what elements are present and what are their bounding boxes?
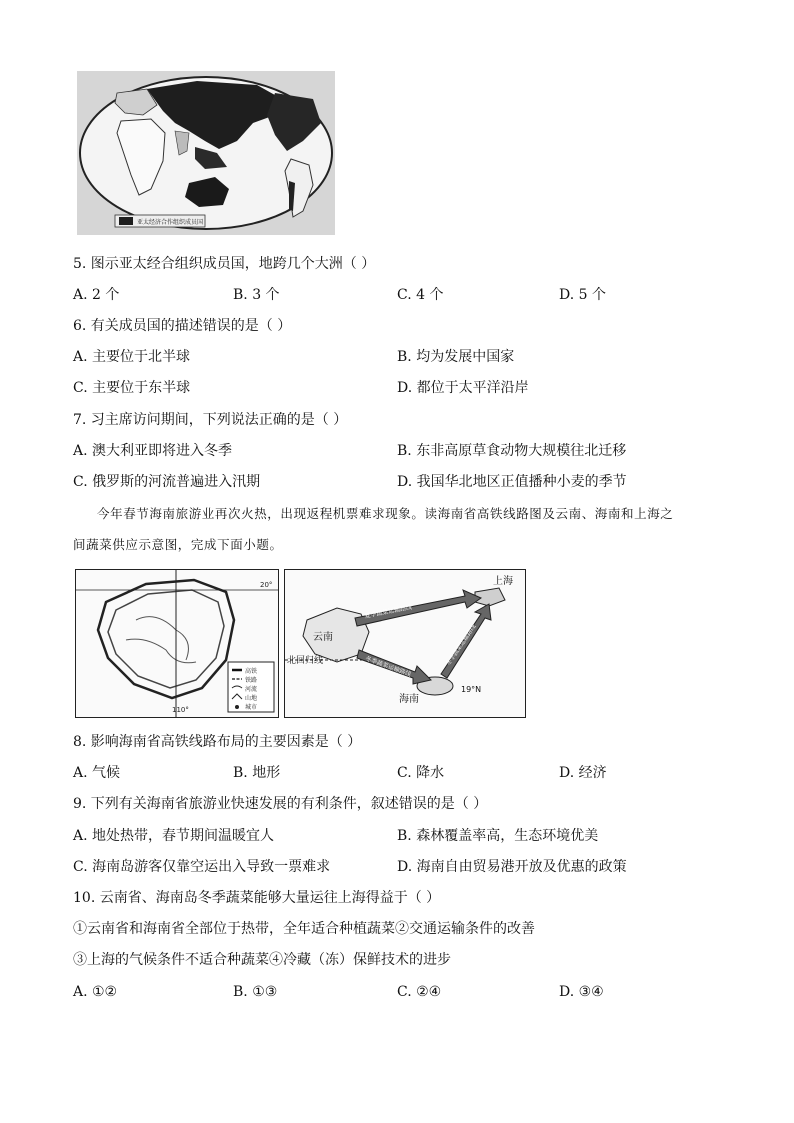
q6-stem: 6. 有关成员国的描述错误的是（ ） xyxy=(73,318,292,334)
hainan-rail-map xyxy=(75,569,279,718)
arrow-label-winter-2: 冬季蔬菜运输路线 xyxy=(444,623,478,668)
q8-option-a[interactable]: A. 气候 xyxy=(73,765,121,781)
q6-option-c[interactable]: C. 主要位于东半球 xyxy=(73,380,191,396)
arrow-label-summer: 夏季蔬菜运输路线 xyxy=(364,603,413,620)
supply-graphic xyxy=(285,570,525,717)
q7-option-c[interactable]: C. 俄罗斯的河流普遍进入汛期 xyxy=(73,474,261,490)
q7-option-a[interactable]: A. 澳大利亚即将进入冬季 xyxy=(73,443,233,459)
q5-option-b[interactable]: B. 3 个 xyxy=(233,287,280,303)
hainan-lat-label: 20° xyxy=(260,581,273,589)
label-hainan: 海南 xyxy=(399,694,419,705)
q9-option-d[interactable]: D. 海南自由贸易港开放及优惠的政策 xyxy=(397,859,627,875)
legend-hsr: 高铁 xyxy=(245,668,258,675)
vegetable-supply-map xyxy=(284,569,526,718)
legend-railway: 铁路 xyxy=(245,677,258,684)
label-19n: 19°N xyxy=(461,685,482,694)
q10-option-d[interactable]: D. ③④ xyxy=(559,984,604,1000)
q7-stem: 7. 习主席访问期间，下列说法正确的是（ ） xyxy=(73,412,348,428)
passage-line-2: 间蔬菜供应示意图，完成下面小题。 xyxy=(73,537,283,552)
q10-option-c[interactable]: C. ②④ xyxy=(397,984,442,1000)
q10-option-b[interactable]: B. ①③ xyxy=(233,984,278,1000)
label-tropic: 北回归线 xyxy=(287,656,324,666)
q7-option-b[interactable]: B. 东非高原草食动物大规模往北迁移 xyxy=(397,443,627,459)
q9-stem: 9. 下列有关海南省旅游业快速发展的有利条件，叙述错误的是（ ） xyxy=(73,796,488,812)
label-shanghai: 上海 xyxy=(493,576,513,587)
apec-world-map xyxy=(77,71,335,235)
q8-option-d[interactable]: D. 经济 xyxy=(559,765,607,781)
q10-stem: 10. 云南省、海南岛冬季蔬菜能够大量运往上海得益于（ ） xyxy=(73,890,441,906)
label-yunnan: 云南 xyxy=(313,632,333,643)
q9-option-c[interactable]: C. 海南岛游客仅靠空运出入导致一票难求 xyxy=(73,859,331,875)
q5-option-c[interactable]: C. 4 个 xyxy=(397,287,444,303)
q8-stem: 8. 影响海南省高铁线路布局的主要因素是（ ） xyxy=(73,734,362,750)
world-map-graphic xyxy=(77,71,335,235)
q10-statement-1: ①云南省和海南省全部位于热带，全年适合种植蔬菜②交通运输条件的改善 xyxy=(73,921,535,937)
q10-option-a[interactable]: A. ①② xyxy=(73,984,118,1000)
arrow-label-winter-1: 冬季蔬菜运输路线 xyxy=(364,655,412,679)
q6-option-d[interactable]: D. 都位于太平洋沿岸 xyxy=(397,380,529,396)
legend-city: 城市 xyxy=(245,704,258,711)
q6-option-b[interactable]: B. 均为发展中国家 xyxy=(397,349,515,365)
hainan-rail-graphic xyxy=(76,570,278,717)
q8-option-c[interactable]: C. 降水 xyxy=(397,765,445,781)
hainan-lon-label: 110° xyxy=(172,706,189,714)
q10-statement-2: ③上海的气候条件不适合种蔬菜④冷藏（冻）保鲜技术的进步 xyxy=(73,952,451,968)
legend-mountain: 山地 xyxy=(245,695,258,702)
q6-option-a[interactable]: A. 主要位于北半球 xyxy=(73,349,191,365)
q7-option-d[interactable]: D. 我国华北地区正值播种小麦的季节 xyxy=(397,474,627,490)
q5-option-d[interactable]: D. 5 个 xyxy=(559,287,606,303)
passage-line-1: 今年春节海南旅游业再次火热，出现返程机票难求现象。读海南省高铁线路图及云南、海南和上海之 xyxy=(97,506,674,521)
q5-option-a[interactable]: A. 2 个 xyxy=(73,287,120,303)
legend-river: 河流 xyxy=(245,686,258,693)
q9-option-b[interactable]: B. 森林覆盖率高，生态环境优美 xyxy=(397,828,599,844)
q9-option-a[interactable]: A. 地处热带，春节期间温暖宜人 xyxy=(73,828,275,844)
q5-stem: 5. 图示亚太经合组织成员国，地跨几个大洲（ ） xyxy=(73,256,376,272)
map-legend-caption: 亚太经济合作组织成员国 xyxy=(137,219,204,226)
q8-option-b[interactable]: B. 地形 xyxy=(233,765,281,781)
